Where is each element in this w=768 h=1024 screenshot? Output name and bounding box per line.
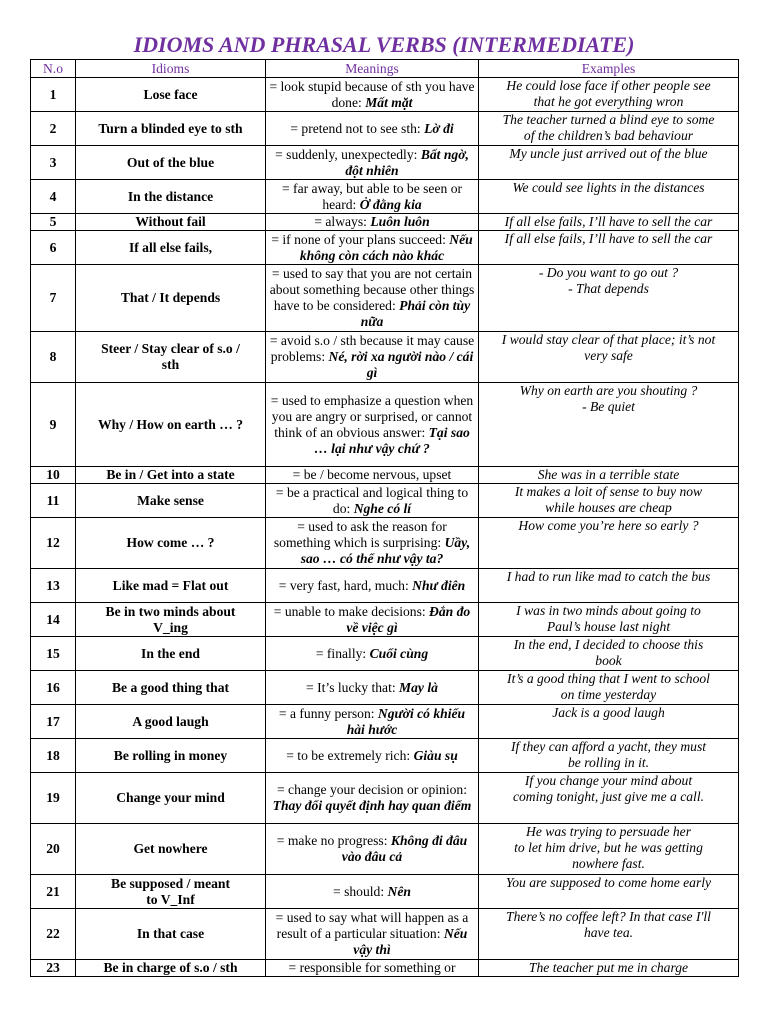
meaning-text: = used to ask the reason for something which is surprising:	[273, 519, 447, 550]
meaning-cell	[266, 739, 479, 773]
table-row	[31, 960, 739, 977]
vietnamese-translation: Ở đằng kia	[359, 196, 422, 212]
table-row	[31, 569, 739, 603]
example-text: He could lose face if other people see	[506, 78, 711, 93]
meaning-cell	[266, 112, 479, 146]
vietnamese-translation: May là	[399, 679, 438, 695]
meaning-text: = be / become nervous, upset	[292, 467, 452, 482]
meaning-text: = look stupid because of sth you have done:	[269, 78, 475, 110]
idiom-cell	[76, 705, 266, 739]
idiom-text: In the distance	[127, 188, 214, 204]
meaning-cell	[266, 467, 479, 484]
example-text: have tea.	[583, 925, 634, 940]
meaning-text: = far away, but able to be seen or heard:	[281, 180, 463, 212]
meaning-cell	[266, 231, 479, 265]
example-text: He was trying to persuade her	[526, 824, 691, 839]
vietnamese-translation: Nghe có lí	[353, 500, 412, 516]
row-number: 3	[31, 146, 76, 180]
example-text: I was in two minds about going to	[516, 603, 701, 618]
example-cell	[479, 214, 739, 231]
row-number: 1	[31, 78, 76, 112]
example-text: I had to run like mad to catch the bus	[506, 569, 711, 584]
example-cell	[479, 739, 739, 773]
idiom-text: Be rolling in money	[113, 747, 228, 763]
example-text: on time yesterday	[560, 687, 657, 702]
example-cell	[479, 824, 739, 875]
meaning-text: = avoid s.o / sth because it may cause problems:	[269, 333, 475, 364]
meaning-text: = should:	[333, 883, 388, 899]
meaning-text: = change your decision or opinion:	[276, 782, 467, 797]
idiom-text: That / It depends	[120, 290, 221, 305]
example-cell	[479, 332, 739, 383]
example-cell	[479, 146, 739, 180]
row-number: 5	[31, 214, 76, 231]
example-cell	[479, 484, 739, 518]
idiom-cell	[76, 146, 266, 180]
example-text: be rolling in it.	[567, 755, 650, 770]
meaning-text: = a funny person:	[278, 705, 378, 721]
example-text: Jack is a good laugh	[552, 705, 665, 720]
example-text: of the children’s bad behaviour	[523, 128, 694, 143]
table-row	[31, 484, 739, 518]
vietnamese-translation: Không đi đâu vào đâu cả	[341, 833, 468, 864]
idiom-text: to V_Inf	[146, 891, 195, 907]
vietnamese-translation: Uầy, sao … có thể như vậy ta?	[300, 535, 471, 566]
example-text: - Do you want to go out ?	[538, 265, 679, 280]
idiom-text: Be a good thing that	[111, 679, 230, 695]
idiom-cell	[76, 960, 266, 977]
example-text: very safe	[584, 348, 633, 363]
row-number: 19	[31, 773, 76, 824]
example-text: The teacher put me in charge	[528, 960, 689, 975]
meaning-text: = make no progress:	[276, 833, 391, 848]
example-text: that he got everything wron	[533, 94, 684, 109]
example-cell	[479, 960, 739, 977]
example-cell	[479, 78, 739, 112]
table-row	[31, 180, 739, 214]
row-number: 10	[31, 467, 76, 484]
idiom-cell	[76, 569, 266, 603]
meaning-text: = always:	[314, 214, 371, 229]
idiom-text: Be in / Get into a state	[106, 467, 235, 482]
example-text: There’s no coffee left? In that case I'll	[506, 909, 711, 924]
row-number: 12	[31, 518, 76, 569]
row-number: 11	[31, 484, 76, 518]
row-number: 22	[31, 909, 76, 960]
table-row	[31, 705, 739, 739]
idiom-text: Lose face	[143, 86, 198, 102]
idiom-text: How come … ?	[126, 535, 215, 550]
example-cell	[479, 467, 739, 484]
idiom-text: Like mad = Flat out	[112, 577, 229, 593]
row-number: 4	[31, 180, 76, 214]
row-number: 6	[31, 231, 76, 265]
table-row	[31, 265, 739, 332]
header-idioms: Idioms	[76, 60, 266, 78]
table-row	[31, 383, 739, 467]
idiom-cell	[76, 214, 266, 231]
example-text: You are supposed to come home early	[505, 875, 712, 890]
example-cell	[479, 773, 739, 824]
row-number: 21	[31, 875, 76, 909]
meaning-text: = It’s lucky that:	[306, 679, 400, 695]
idiom-text: Out of the blue	[126, 154, 215, 170]
idiom-text: Change your mind	[116, 790, 225, 805]
row-number: 20	[31, 824, 76, 875]
meaning-text: = be a practical and logical thing to do:	[275, 484, 469, 516]
table-row	[31, 78, 739, 112]
idiom-text: A good laugh	[132, 713, 209, 729]
meaning-text: = responsible for something or	[288, 960, 456, 975]
table-row	[31, 467, 739, 484]
example-cell	[479, 909, 739, 960]
example-cell	[479, 383, 739, 467]
meaning-text: = finally:	[315, 645, 370, 661]
meaning-text: = to be extremely rich:	[286, 747, 414, 763]
table-row	[31, 875, 739, 909]
table-row	[31, 214, 739, 231]
idiom-cell	[76, 773, 266, 824]
example-text: If they can afford a yacht, they must	[510, 739, 707, 754]
vietnamese-translation: Nên	[387, 883, 411, 899]
example-text: The teacher turned a blind eye to some	[502, 112, 715, 127]
vietnamese-translation: Thay đổi quyết định hay quan điểm	[272, 798, 472, 813]
row-number: 8	[31, 332, 76, 383]
idiom-text: Be supposed / meant	[111, 875, 230, 891]
meaning-cell	[266, 383, 479, 467]
vietnamese-translation: Cuối cùng	[369, 645, 429, 661]
idiom-text: V_ing	[153, 619, 188, 635]
vietnamese-translation: Bất ngờ, đột nhiên	[345, 146, 469, 178]
row-number: 17	[31, 705, 76, 739]
idiom-text: If all else fails,	[128, 239, 213, 255]
example-text: book	[595, 653, 622, 668]
vietnamese-translation: Luôn luôn	[370, 214, 430, 229]
meaning-cell	[266, 960, 479, 977]
example-text: It makes a loit of sense to buy now	[514, 484, 703, 499]
example-cell	[479, 637, 739, 671]
meaning-cell	[266, 518, 479, 569]
row-number: 7	[31, 265, 76, 332]
example-text: It’s a good thing that I went to school	[507, 671, 710, 686]
idiom-cell	[76, 739, 266, 773]
example-cell	[479, 671, 739, 705]
table-header-row	[31, 60, 739, 78]
example-text: My uncle just arrived out of the blue	[509, 146, 708, 161]
meaning-cell	[266, 671, 479, 705]
meaning-text: = suddenly, unexpectedly:	[275, 146, 421, 162]
idiom-cell	[76, 909, 266, 960]
table-row	[31, 231, 739, 265]
meaning-text: = used to say that you are not certain about something because other things have to be considered:	[269, 266, 475, 313]
row-number: 13	[31, 569, 76, 603]
row-number: 2	[31, 112, 76, 146]
table-row	[31, 603, 739, 637]
row-number: 16	[31, 671, 76, 705]
idiom-cell	[76, 875, 266, 909]
row-number: 18	[31, 739, 76, 773]
meaning-cell	[266, 214, 479, 231]
header-no: N.o	[31, 60, 76, 78]
example-cell	[479, 231, 739, 265]
meaning-cell	[266, 824, 479, 875]
table-row	[31, 671, 739, 705]
example-text: coming tonight, just give me a call.	[512, 789, 705, 804]
idiom-cell	[76, 332, 266, 383]
vietnamese-translation: Giàu sụ	[413, 747, 458, 763]
row-number: 23	[31, 960, 76, 977]
meaning-text: = used to emphasize a question when you are angry or surprised, or cannot think of an obvious answer:	[270, 392, 474, 440]
example-text: We could see lights in the distances	[512, 180, 705, 195]
table-row	[31, 739, 739, 773]
row-number: 9	[31, 383, 76, 467]
idiom-cell	[76, 78, 266, 112]
table-row	[31, 112, 739, 146]
page-title: IDIOMS AND PHRASAL VERBS (INTERMEDIATE)	[133, 32, 635, 57]
example-cell	[479, 569, 739, 603]
idiom-cell	[76, 467, 266, 484]
example-text: In the end, I decided to choose this	[513, 637, 704, 652]
vietnamese-translation: Tại sao … lại như vậy chứ ?	[314, 424, 470, 456]
idiom-cell	[76, 484, 266, 518]
table-row	[31, 518, 739, 569]
idiom-text: Make sense	[137, 492, 204, 508]
example-cell	[479, 603, 739, 637]
idiom-text: Get nowhere	[133, 841, 208, 856]
vietnamese-translation: Đắn đo về việc gì	[346, 603, 471, 635]
row-number: 15	[31, 637, 76, 671]
example-text: How come you’re here so early ?	[518, 518, 699, 533]
example-text: If all else fails, I’ll have to sell the car	[504, 214, 713, 229]
table-row	[31, 909, 739, 960]
example-text: - Be quiet	[582, 399, 635, 414]
meaning-text: = if none of your plans succeed:	[271, 231, 450, 247]
idiom-cell	[76, 671, 266, 705]
meaning-text: = very fast, hard, much:	[278, 577, 413, 593]
vietnamese-translation: Người có khiếu hài hước	[346, 705, 466, 737]
meaning-cell	[266, 265, 479, 332]
example-text: Why on earth are you shouting ?	[519, 383, 698, 398]
meaning-cell	[266, 909, 479, 960]
meaning-cell	[266, 875, 479, 909]
meaning-text: = pretend not to see sth:	[290, 120, 425, 136]
table-row	[31, 637, 739, 671]
example-text: - That depends	[568, 281, 649, 296]
vietnamese-translation: Né, rời xa người nào / cái gì	[328, 349, 474, 380]
meaning-cell	[266, 332, 479, 383]
vietnamese-translation: Nếu không còn cách nào khác	[299, 231, 473, 263]
meaning-cell	[266, 637, 479, 671]
idiom-text: Be in charge of s.o / sth	[103, 960, 238, 975]
idiom-cell	[76, 112, 266, 146]
example-text: I would stay clear of that place; it’s not	[501, 332, 716, 347]
idiom-cell	[76, 824, 266, 875]
example-cell	[479, 705, 739, 739]
vietnamese-translation: Mất mặt	[365, 94, 413, 110]
meaning-cell	[266, 484, 479, 518]
row-number: 14	[31, 603, 76, 637]
vietnamese-translation: Nếu vậy thì	[353, 926, 468, 957]
meaning-cell	[266, 569, 479, 603]
idioms-table	[30, 59, 739, 977]
example-text: to let him drive, but he was getting	[514, 840, 703, 855]
example-cell	[479, 265, 739, 332]
idiom-text: In the end	[141, 645, 200, 661]
example-text: while houses are cheap	[545, 500, 672, 515]
meaning-cell	[266, 146, 479, 180]
example-text: If you change your mind about	[524, 773, 693, 788]
meaning-cell	[266, 603, 479, 637]
header-examples: Examples	[479, 60, 739, 78]
idiom-cell	[76, 265, 266, 332]
idiom-text: Without fail	[135, 214, 206, 229]
example-text: She was in a terrible state	[537, 467, 680, 482]
meaning-text: = used to say what will happen as a result of a particular situation:	[275, 910, 469, 941]
example-text: Paul’s house last night	[546, 619, 671, 634]
idiom-text: Why / How on earth … ?	[97, 416, 243, 432]
vietnamese-translation: Như điên	[412, 577, 466, 593]
example-cell	[479, 112, 739, 146]
example-cell	[479, 875, 739, 909]
example-cell	[479, 518, 739, 569]
table-row	[31, 824, 739, 875]
idiom-cell	[76, 637, 266, 671]
idiom-cell	[76, 231, 266, 265]
meaning-cell	[266, 78, 479, 112]
idiom-cell	[76, 180, 266, 214]
idiom-text: Turn a blinded eye to sth	[98, 120, 243, 136]
example-text: nowhere fast.	[572, 856, 645, 871]
example-cell	[479, 180, 739, 214]
table-row	[31, 773, 739, 824]
vietnamese-translation: Lờ đi	[424, 120, 454, 136]
meaning-cell	[266, 705, 479, 739]
idiom-text: sth	[161, 357, 180, 372]
meaning-cell	[266, 773, 479, 824]
idiom-text: Be in two minds about	[105, 603, 236, 619]
idiom-text: Steer / Stay clear of s.o /	[101, 341, 240, 356]
vietnamese-translation: Phải còn tùy nữa	[360, 298, 471, 329]
example-text: If all else fails, I’ll have to sell the car	[504, 231, 713, 246]
idiom-cell	[76, 603, 266, 637]
idiom-cell	[76, 383, 266, 467]
idiom-text: In that case	[136, 926, 205, 941]
table-row	[31, 332, 739, 383]
idiom-cell	[76, 518, 266, 569]
header-meanings: Meanings	[266, 60, 479, 78]
meaning-cell	[266, 180, 479, 214]
table-row	[31, 146, 739, 180]
meaning-text: = unable to make decisions:	[273, 603, 430, 619]
